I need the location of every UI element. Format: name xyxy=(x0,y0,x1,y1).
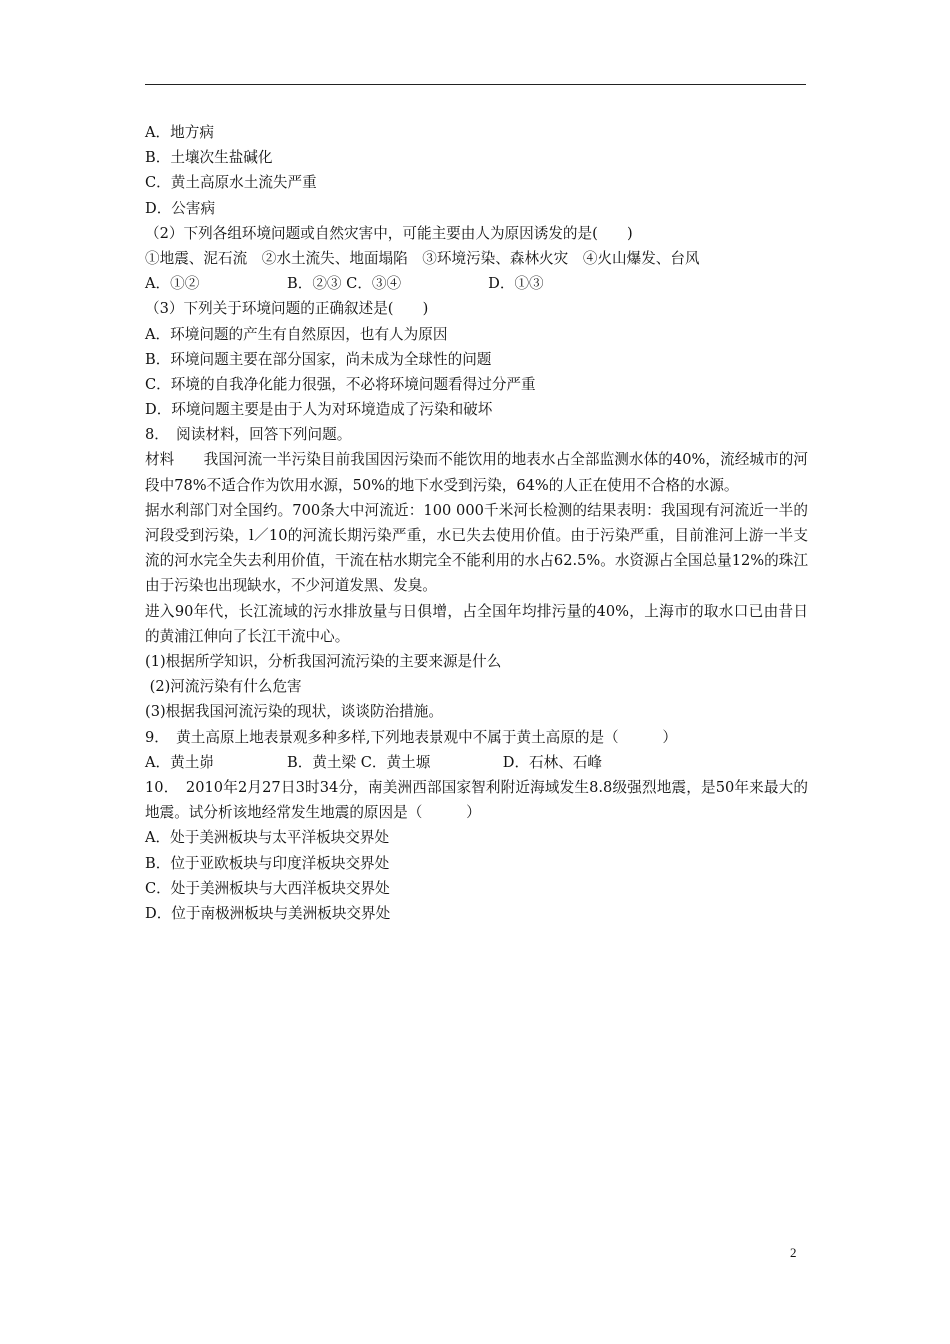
q7-sub2-option-d: D．①③ xyxy=(488,275,544,293)
q7-sub3-option-a: A．环境问题的产生有自然原因，也有人为原因 xyxy=(145,325,448,343)
page-content xyxy=(145,120,808,926)
q8-material-1: 材料 我国河流一半污染目前我国因污染而不能饮用的地表水占全部监测水体的40%，流经城市的河段中78%不适合作为饮用水源，50%的地下水受到污染，64%的人正在使用不合格的水源。 xyxy=(145,451,808,494)
q8-stem: 8． 阅读材料，回答下列问题。 xyxy=(145,426,352,444)
q7-option-a: A．地方病 xyxy=(145,124,214,141)
q9-options-cd xyxy=(361,750,602,775)
q9-options-ab xyxy=(145,750,356,775)
q7-option-c: C．黄土高原水土流失严重 xyxy=(145,174,317,192)
q8-sub2: (2)河流污染有什么危害 xyxy=(145,678,302,696)
header-rule xyxy=(145,84,806,85)
q7-option-b: B．土壤次生盐碱化 xyxy=(145,149,273,167)
q10-option-a: A．处于美洲板块与太平洋板块交界处 xyxy=(145,829,390,847)
q7-sub2-items: ①地震、泥石流 ②水土流失、地面塌陷 ③环境污染、森林火灾 ④火山爆发、台风 xyxy=(145,249,700,267)
q8-sub1: (1)根据所学知识，分析我国河流污染的主要来源是什么 xyxy=(145,653,502,671)
q10-stem: 10． 2010年2月27日3时34分，南美洲西部国家智利附近海域发生8.8级强烈地震，是50年来最大的地震。试分析该地经常发生地震的原因是（ ） xyxy=(145,779,808,822)
q9-option-b: B．黄土梁 xyxy=(287,753,357,771)
q7-sub2-option-b: B．②③ xyxy=(287,275,342,293)
q7-sub2-options-ab xyxy=(145,271,342,296)
q8-sub3: (3)根据我国河流污染的现状，谈谈防治措施。 xyxy=(145,703,443,721)
q9-option-d: D．石林、石峰 xyxy=(502,753,603,771)
q8-material-2: 据水利部门对全国约。700条大中河流近：100 000千米河长检测的结果表明：我国现有河流近一半的河段受到污染，l／10的河流长期污染严重，水已失去使用价值。由于污染严重，目前淮河上游一半支流的河水完全失去利用价值，干流在枯水期完全不能利用的水占62.5%。水资源占全国总量12%的珠江由于污染也出现缺水，不少河道发黑、发臭。 xyxy=(145,501,808,595)
q7-sub3-option-c: C．环境的自我净化能力很强，不必将环境问题看得过分严重 xyxy=(145,375,536,393)
q7-sub3-option-d: D．环境问题主要是由于人为对环境造成了污染和破坏 xyxy=(145,401,493,419)
q7-sub2-stem: （2）下列各组环境问题或自然灾害中，可能主要由人为原因诱发的是( ) xyxy=(145,224,633,242)
q7-option-d: D．公害病 xyxy=(145,199,216,217)
q10-option-c: C．处于美洲板块与大西洋板块交界处 xyxy=(145,879,390,897)
q7-sub3-option-b: B．环境问题主要在部分国家，尚未成为全球性的问题 xyxy=(145,350,492,368)
q7-sub2-options-cd xyxy=(346,271,543,296)
q9-option-a: A．黄土峁 xyxy=(145,753,214,771)
q7-sub2-option-c: C．③④ xyxy=(346,275,402,293)
q7-sub3-stem: （3）下列关于环境问题的正确叙述是( ) xyxy=(145,300,429,318)
q9-stem: 9． 黄土高原上地表景观多种多样,下列地表景观中不属于黄土高原的是（ ） xyxy=(145,728,678,746)
q10-option-b: B．位于亚欧板块与印度洋板块交界处 xyxy=(145,854,390,872)
page-number: 2 xyxy=(790,1245,797,1260)
q10-option-d: D．位于南极洲板块与美洲板块交界处 xyxy=(145,905,391,922)
q8-material-3: 进入90年代，长江流域的污水排放量与日俱增，占全国年均排污量的40%，上海市的取水口已由昔日的黄浦江伸向了长江干流中心。 xyxy=(145,602,808,645)
q9-option-c: C．黄土塬 xyxy=(360,753,431,771)
q7-sub2-option-a: A．①② xyxy=(145,275,200,293)
